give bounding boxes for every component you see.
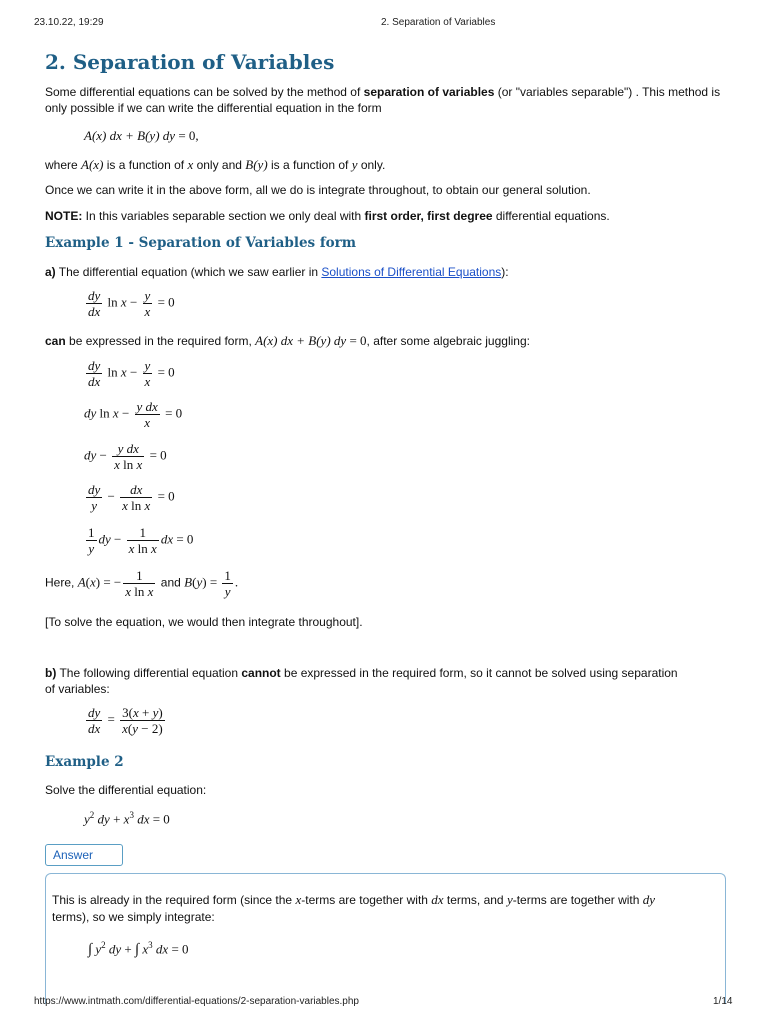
equation-step-4: $\frac{dy}{y}$ − $\frac{dx}{\text{x ln x}}$ = 0 [88, 482, 175, 513]
where-paragraph: where A(x) is a function of x only and B(y) is a function of y only. [45, 157, 386, 172]
once-paragraph: Once we can write it in the above form, all we do is integrate throughout, to obtain our general solution. [45, 183, 591, 197]
example1-heading: Example 1 - Separation of Variables form [45, 235, 357, 251]
here-line: Here, A(x) = − $\frac{1}{\text{x ln x}}$ and B(y) = $\frac{1}{y}$ . [45, 568, 239, 599]
note-paragraph: NOTE: In this variables separable section we only deal with first order, first degree differential equations. [45, 209, 610, 223]
equation-step-1: $\frac{dy}{dx}$ ln x − $\frac{y}{x}$ = 0 [88, 358, 175, 389]
footer-page: 1/14 [713, 996, 733, 1007]
integral-equation: ∫ $y^2$ dy + ∫ $x^3$ dx = 0 [88, 940, 189, 958]
footer-url: https://www.intmath.com/differential-equations/2-separation-variables.php [34, 996, 359, 1007]
intro-paragraph: Some differential equations can be solved by the method of separation of variables (or "variables separable") . This method is only possible if we can write the differential equation in the form [45, 85, 721, 115]
equation-step-3: dy − $\frac{\text{y dx}}{\text{x ln x}}$ = 0 [84, 441, 167, 472]
equation-step-2: dy ln x − $\frac{\text{y dx}}{x}$ = 0 [84, 399, 183, 430]
example1-part-a: a) The differential equation (which we saw earlier in Solutions of Differential Equations): [45, 265, 509, 279]
solve-paragraph: Solve the differential equation: [45, 783, 207, 797]
answer-box [45, 873, 726, 1004]
solutions-link[interactable]: Solutions of Differential Equations [321, 265, 502, 279]
form-equation: A(x) dx + B(y) dy = 0, [84, 128, 199, 143]
example1-part-b: b) The following differential equation cannot be expressed in the required form, so it cannot be solved using separation of variables: [45, 666, 678, 696]
can-paragraph: can be expressed in the required form, A(x) dx + B(y) dy = 0, after some algebraic juggling: [45, 333, 530, 348]
header-datetime: 23.10.22, 19:29 [34, 17, 104, 28]
header-doc-title: 2. Separation of Variables [381, 17, 496, 28]
example2-heading: Example 2 [45, 754, 124, 770]
equation-1: $\frac{dy}{dx}$ ln x − $\frac{y}{x}$ = 0 [88, 288, 175, 319]
answer-text: This is already in the required form (since the x-terms are together with dx terms, and y-terms are together with dy terms), so we simply integrate: [52, 892, 656, 924]
equation-b: $\frac{dy}{dx}$ = $\frac{3(x + y)}{x(y - 2)}$ [88, 705, 163, 736]
solve-note: [To solve the equation, we would then integrate throughout]. [45, 615, 363, 629]
page-title: 2. Separation of Variables [45, 50, 335, 74]
equation-example2: $y^2$ dy + $x^3$ dx = 0 [84, 810, 170, 827]
equation-step-5: $\frac{1}{y}$ dy − $\frac{1}{\text{x ln x}}$ dx = 0 [88, 525, 194, 556]
answer-button[interactable]: Answer [45, 844, 123, 866]
